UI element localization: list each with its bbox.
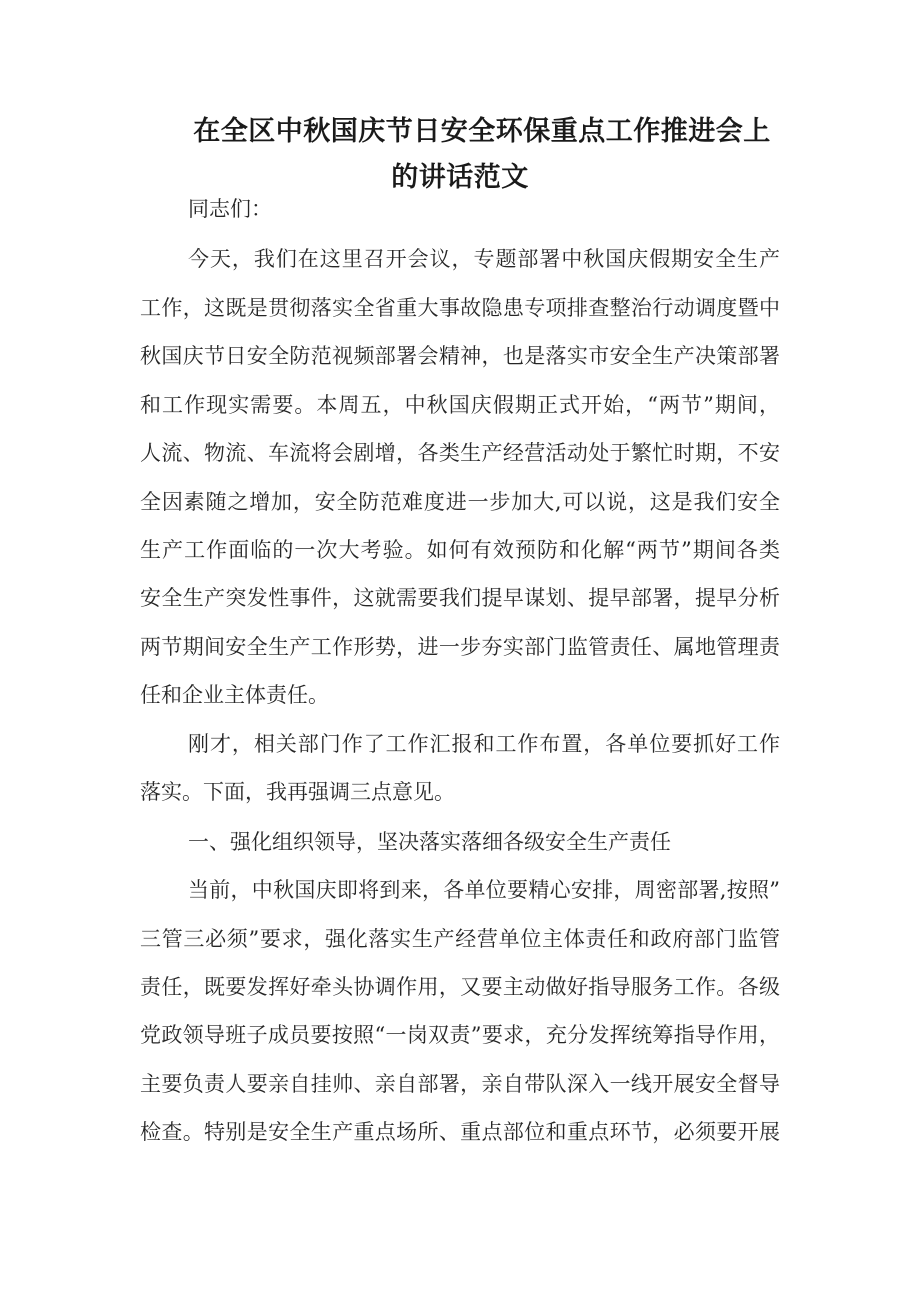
paragraph-line: 当前，中秋国庆即将到来，各单位要精心安排，周密部署,按照” xyxy=(188,878,780,902)
paragraph-line: 责任，既要发挥好牵头协调作用，又要主动做好指导服务工作。各级 xyxy=(140,975,780,999)
paragraph-line: 主要负责人要亲自挂帅、亲自部署，亲自带队深入一线开展安全督导 xyxy=(140,1072,780,1096)
paragraph-line: 全因素随之增加，安全防范难度进一步加大,可以说，这是我们安全 xyxy=(140,490,780,514)
paragraph-line: 落实。下面，我再强调三点意见。 xyxy=(140,780,455,804)
paragraph-line: 党政领导班子成员要按照“一岗双责”要求，充分发挥统筹指导作用， xyxy=(140,1023,780,1047)
paragraph-line: 工作，这既是贯彻落实全省重大事故隐患专项排查整治行动调度暨中 xyxy=(140,296,780,320)
paragraph-line: 今天，我们在这里召开会议，专题部署中秋国庆假期安全生产 xyxy=(188,247,780,271)
salutation: 同志们： xyxy=(188,197,272,221)
paragraph-line: 三管三必须”要求，强化落实生产经营单位主体责任和政府部门监管 xyxy=(140,927,780,951)
paragraph-line: 检查。特别是安全生产重点场所、重点部位和重点环节，必须要开展 xyxy=(140,1120,780,1144)
paragraph-line: 任和企业主体责任。 xyxy=(140,683,329,707)
paragraph-line: 刚才，相关部门作了工作汇报和工作布置，各单位要抓好工作 xyxy=(188,732,780,756)
paragraph-line: 人流、物流、车流将会剧增，各类生产经营活动处于繁忙时期，不安 xyxy=(140,441,780,465)
document-title-line-2: 的讲话范文 xyxy=(391,162,529,193)
paragraph-line: 两节期间安全生产工作形势，进一步夯实部门监管责任、属地管理责 xyxy=(140,635,780,659)
paragraph-line: 秋国庆节日安全防范视频部署会精神，也是落实市安全生产决策部署 xyxy=(140,344,780,368)
document-title-line-1: 在全区中秋国庆节日安全环保重点工作推进会上 xyxy=(193,116,771,147)
section-heading-1: 一、强化组织领导，坚决落实落细各级安全生产责任 xyxy=(188,830,671,854)
paragraph-line: 和工作现实需要。本周五，中秋国庆假期正式开始，“两节”期间， xyxy=(140,393,780,417)
paragraph-line: 生产工作面临的一次大考验。如何有效预防和化解“两节”期间各类 xyxy=(140,538,780,562)
paragraph-line: 安全生产突发性事件，这就需要我们提早谋划、提早部署，提早分析 xyxy=(140,586,780,610)
